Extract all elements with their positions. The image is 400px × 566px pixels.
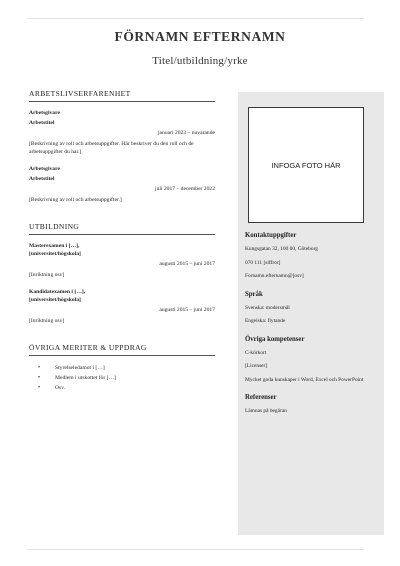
experience-entry — [29, 109, 215, 156]
merits-section — [29, 343, 215, 393]
references-heading: Referenser — [245, 394, 277, 401]
skill-item: [Licenser] — [245, 363, 268, 369]
references-text: Lämnas på begäran — [245, 408, 287, 414]
address: Kungsgatan 32, 100 00, Göteborg — [245, 246, 318, 252]
job-title: Arbetstitel — [29, 176, 55, 182]
degree: Masterexamen i […], — [29, 242, 80, 249]
skill-item: C-körkort — [245, 349, 267, 356]
skills-section — [245, 336, 380, 385]
education-focus: [Inriktning osv] — [29, 271, 65, 278]
education-heading: UTBILDNING — [29, 222, 215, 235]
contact-heading: Kontaktuppgifter — [245, 232, 297, 239]
professional-title: Titel/utbildning/yrke — [152, 55, 248, 67]
main-column — [29, 89, 215, 410]
education-entry — [29, 288, 215, 326]
list-item: • Styrelseledamot i […] — [29, 363, 215, 373]
degree: Kandidatexamen i […], — [29, 289, 86, 295]
experience-section — [29, 89, 215, 205]
experience-heading: ARBETSLIVSERFARENHET — [29, 89, 215, 102]
merits-heading: ÖVRIGA MERITER & UPPDRAG — [29, 343, 215, 356]
job-title: Arbetstitel — [29, 120, 55, 126]
bottom-divider — [27, 549, 364, 550]
photo-placeholder-label: INFOGA FOTO HÄR — [271, 160, 341, 170]
school: [universitet/högskola] — [29, 297, 81, 303]
language-item: Svenska: modersmål — [245, 304, 290, 311]
sidebar — [238, 92, 384, 535]
languages-section — [245, 291, 380, 326]
contact-section — [245, 232, 380, 281]
education-section — [29, 222, 215, 326]
education-focus: [Inriktning osv] — [29, 318, 65, 324]
email: Fornamn.efternamn@[osv] — [245, 273, 304, 279]
references-section — [245, 394, 380, 416]
education-entry — [29, 242, 215, 280]
job-dates: januari 2023 – nuvarande — [157, 130, 215, 136]
photo-placeholder[interactable] — [248, 107, 364, 223]
languages-heading: Språk — [245, 290, 263, 298]
job-dates: juli 2017 – december 2022 — [155, 186, 215, 192]
list-item: • Medlem i utskottet för […] — [29, 373, 215, 383]
language-item: Engelska: flytande — [245, 318, 286, 324]
skill-item: Mycket goda kunskaper i Word, Excel och PowerPoint — [245, 376, 364, 383]
job-description: [Beskrivning av roll och arbetsuppgifter. Här beskriver du den roll och de arbetsuppgifter du har.] — [29, 141, 194, 155]
education-dates: augusti 2015 – juni 2017 — [159, 260, 215, 267]
employer: Arbetsgivare — [29, 166, 60, 172]
sidebar-content — [245, 232, 380, 426]
experience-entry — [29, 165, 215, 205]
phone: 070 111 [siffror] — [245, 259, 281, 266]
full-name: FÖRNAMN EFTERNAMN — [114, 29, 286, 44]
education-dates: augusti 2015 – juni 2017 — [159, 307, 215, 313]
merits-list — [29, 363, 215, 393]
top-divider — [27, 18, 364, 19]
list-item: • Osv. — [29, 383, 215, 393]
skills-heading: Övriga kompetenser — [245, 335, 305, 343]
school: [universitet/högskola] — [29, 250, 81, 257]
employer: Arbetsgivare — [29, 110, 60, 116]
job-description: [Beskrivning av roll och arbetsuppgifter.] — [29, 197, 122, 203]
